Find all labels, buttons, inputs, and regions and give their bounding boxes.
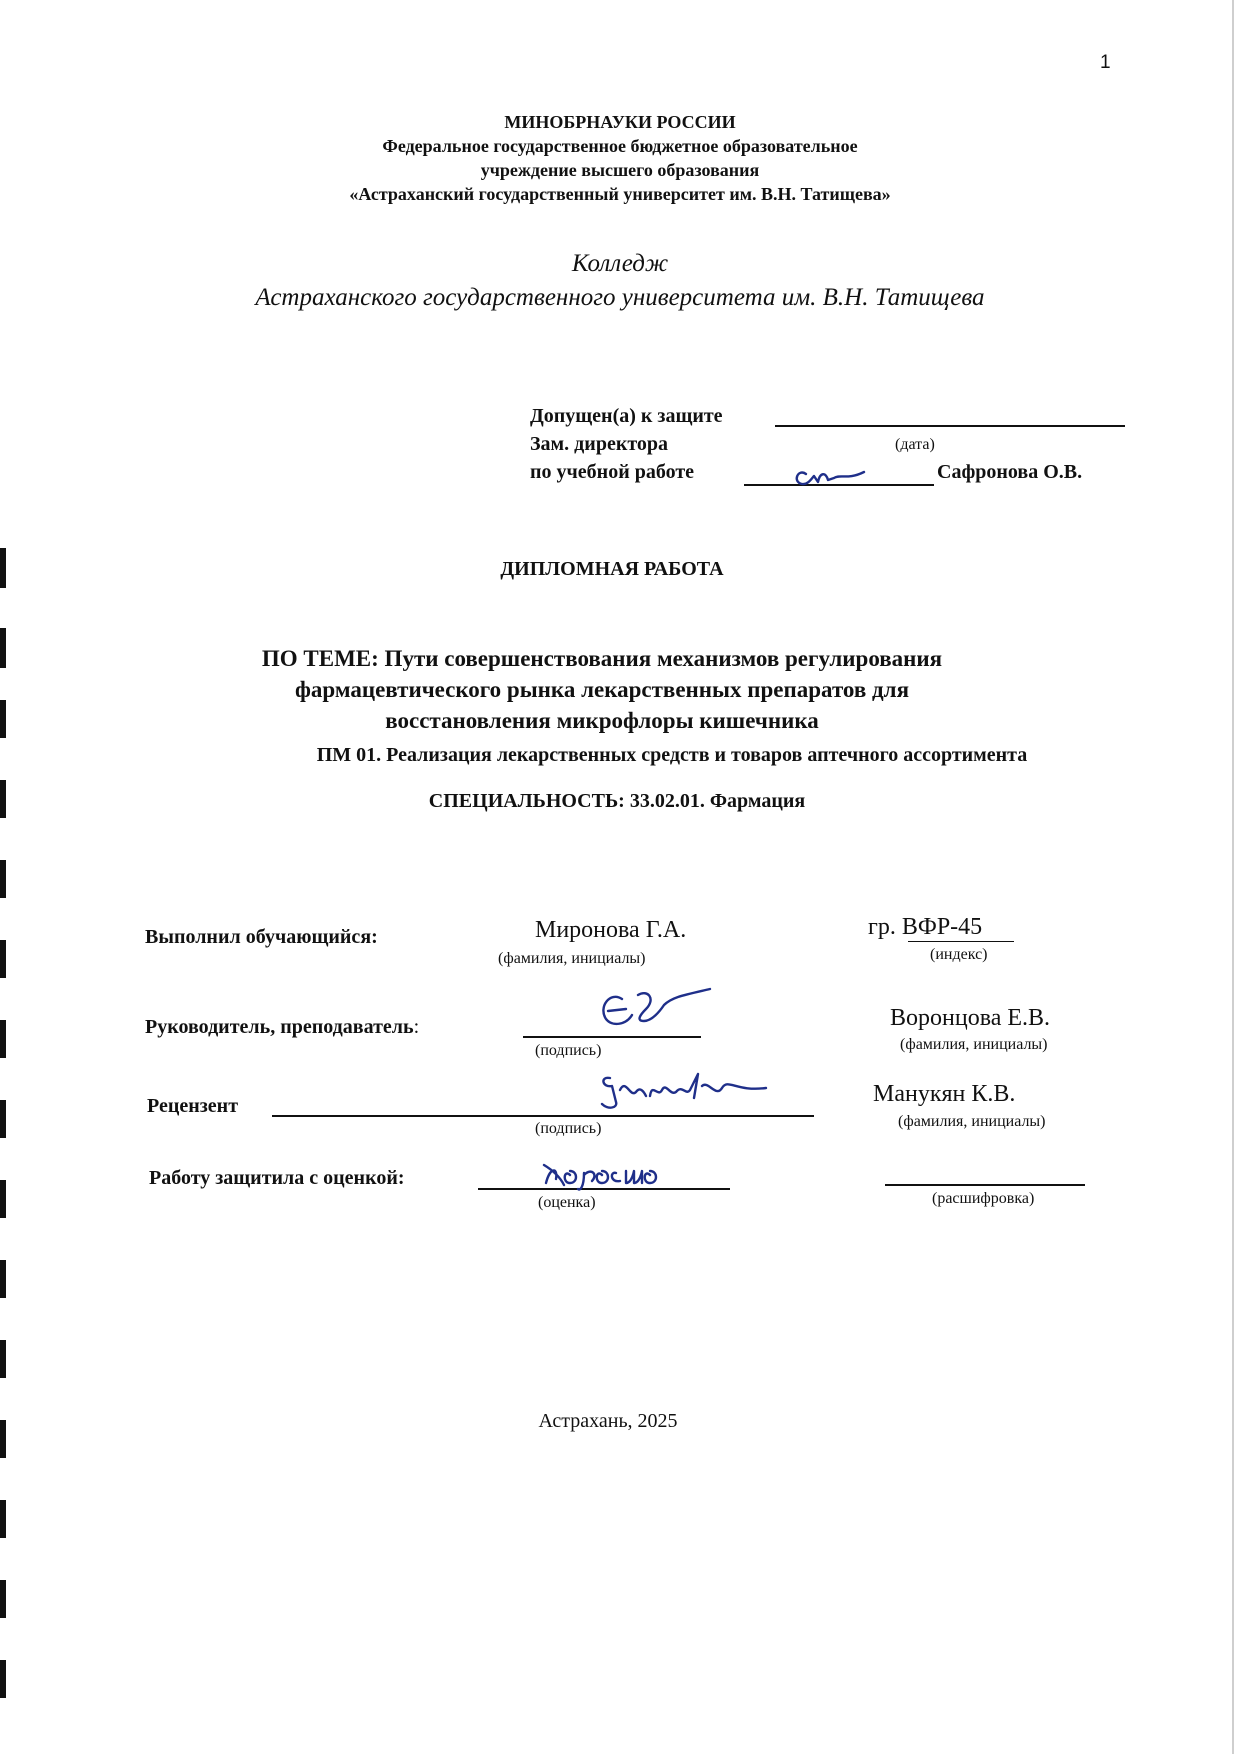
binding-mark bbox=[0, 1260, 6, 1298]
college-line-1: Колледж bbox=[571, 250, 669, 277]
deputy-title-line-2: по учебной работе bbox=[530, 461, 695, 483]
student-group: гр. ВФР-45 bbox=[868, 914, 983, 940]
binding-mark bbox=[0, 1180, 6, 1218]
specialty: СПЕЦИАЛЬНОСТЬ: 33.02.01. Фармация bbox=[428, 790, 806, 812]
binding-mark bbox=[0, 860, 6, 898]
topic-line-3: восстановления микрофлоры кишечника bbox=[385, 708, 819, 733]
decoding-caption: (расшифровка) bbox=[932, 1190, 1035, 1207]
admitted-label: Допущен(а) к защите bbox=[530, 405, 723, 427]
grade-caption: (оценка) bbox=[538, 1194, 596, 1211]
binding-mark bbox=[0, 1340, 6, 1378]
reviewer-name-caption: (фамилия, инициалы) bbox=[898, 1113, 1046, 1130]
student-name: Миронова Г.А. bbox=[535, 917, 687, 943]
reviewer-label: Рецензент bbox=[147, 1095, 239, 1117]
grade-handwritten bbox=[540, 1153, 710, 1193]
city-year: Астрахань, 2025 bbox=[538, 1410, 678, 1432]
reviewer-signature-caption: (подпись) bbox=[535, 1120, 602, 1137]
binding-mark bbox=[0, 1580, 6, 1618]
deputy-signature bbox=[788, 460, 868, 490]
date-line bbox=[775, 425, 1125, 427]
decoding-line bbox=[885, 1184, 1085, 1186]
group-caption: (индекс) bbox=[930, 946, 988, 963]
reviewer-name: Манукян К.В. bbox=[873, 1081, 1016, 1107]
topic-line-2: фармацевтического рынка лекарственных препаратов для bbox=[294, 677, 910, 702]
binding-mark bbox=[0, 1660, 6, 1698]
binding-mark bbox=[0, 1100, 6, 1138]
binding-mark bbox=[0, 1500, 6, 1538]
institution-line-2: учреждение высшего образования bbox=[480, 160, 760, 180]
supervisor-name-caption: (фамилия, инициалы) bbox=[900, 1036, 1048, 1053]
supervisor-signature-caption: (подпись) bbox=[535, 1042, 602, 1059]
reviewer-signature bbox=[590, 1068, 770, 1114]
student-name-caption: (фамилия, инициалы) bbox=[498, 950, 646, 967]
page-number: 1 bbox=[1100, 52, 1111, 73]
supervisor-signature-line bbox=[523, 1036, 701, 1038]
reviewer-signature-line bbox=[272, 1115, 814, 1117]
ministry-title: МИНОБРНАУКИ РОССИИ bbox=[504, 112, 736, 132]
group-underline bbox=[908, 941, 1014, 942]
institution-line-1: Федеральное государственное бюджетное образовательное bbox=[382, 136, 858, 156]
supervisor-name: Воронцова Е.В. bbox=[890, 1005, 1051, 1031]
deputy-title-line-1: Зам. директора bbox=[530, 433, 669, 455]
supervisor-signature bbox=[592, 985, 712, 1035]
professional-module: ПМ 01. Реализация лекарственных средств и товаров аптечного ассортимента bbox=[316, 744, 1028, 766]
work-type: ДИПЛОМНАЯ РАБОТА bbox=[500, 558, 724, 580]
topic-line-1: ПО ТЕМЕ: Пути совершенствования механизмов регулирования bbox=[261, 646, 943, 671]
grade-label: Работу защитила с оценкой: bbox=[149, 1167, 405, 1189]
college-line-2: Астраханского государственного университета им. В.Н. Татищева bbox=[255, 284, 985, 311]
date-caption: (дата) bbox=[895, 436, 935, 453]
student-label: Выполнил обучающийся: bbox=[145, 926, 378, 948]
binding-mark bbox=[0, 1020, 6, 1058]
university-name: «Астраханский государственный университет им. В.Н. Татищева» bbox=[349, 184, 891, 204]
binding-mark bbox=[0, 940, 6, 978]
deputy-name: Сафронова О.В. bbox=[937, 461, 1083, 483]
supervisor-label: Руководитель, преподаватель: bbox=[145, 1016, 420, 1038]
